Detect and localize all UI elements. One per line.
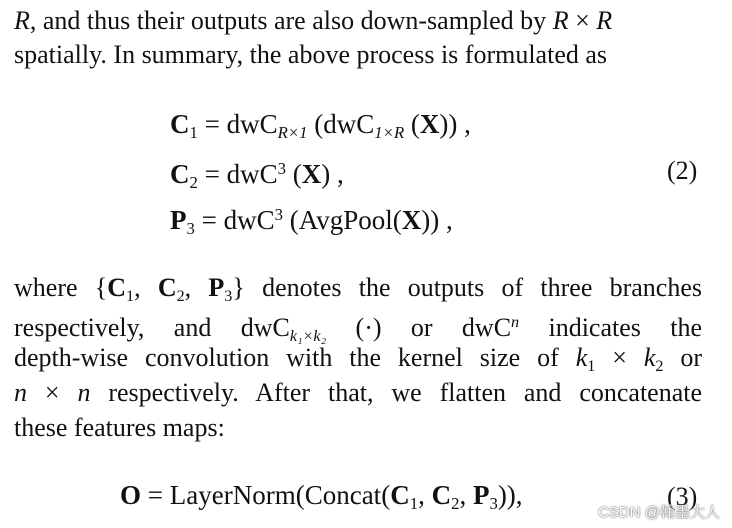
equation-number-2: (2) xyxy=(667,156,698,185)
equation-c2: $C_2 = dwC^3$ (X) , xyxy=(170,159,344,193)
text-line-5: depth-wise convolution with the kernel size of $k_1 \times k_2$ or xyxy=(14,343,703,375)
watermark: CSDN @翰墨大人 xyxy=(598,504,720,521)
equation-o: $O = LayerNorm(Concat(C_1$, $C_2$, $P_3$)), xyxy=(120,480,523,514)
text-line-2: spatially. In summary, the above process is formulated as xyxy=(14,40,608,69)
text-line-1: R, and thus their outputs are also down-sampled by R × R xyxy=(14,6,613,35)
equation-c1: $C_1 = dwC_{R\times 1}$ (dwC$_{1\times R}$ (X)) , xyxy=(170,109,471,143)
equation-p3: $P_3 = dwC^3$ (AvgPool(X)) , xyxy=(170,205,453,239)
text-line-7: these features maps: xyxy=(14,413,225,442)
text-line-6: n × n respectively. After that, we flatten and concatenate xyxy=(14,378,703,407)
text-line-4: respectively, and dwC$_{k_1\times k_2}$ (·) or dwC$^n$ indicates the xyxy=(14,312,703,345)
text-line-3: where {$C_1$, $C_2$, $P_3$} denotes the outputs of three branches xyxy=(14,273,702,305)
equation-number-3: (3) xyxy=(667,482,698,511)
